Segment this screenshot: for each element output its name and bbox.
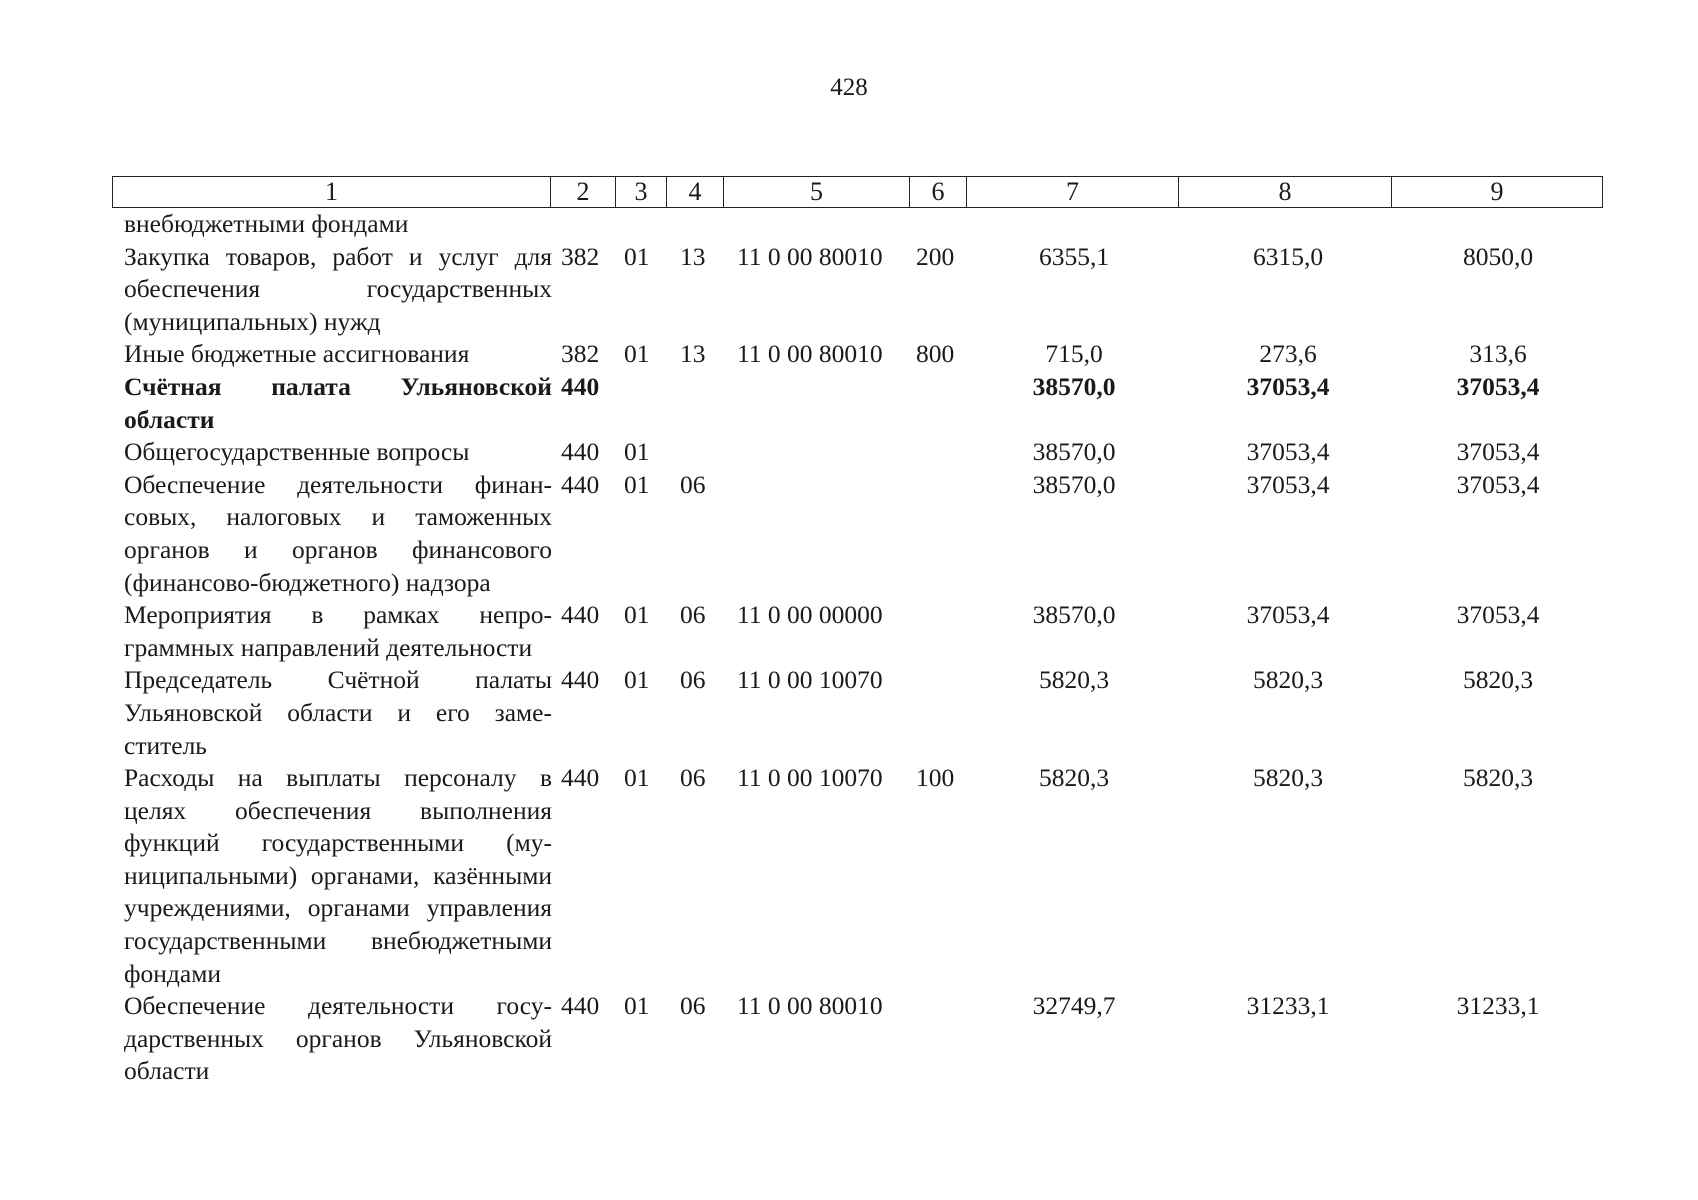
- table-row: [112, 436, 1602, 469]
- header-col-7: 7: [967, 177, 1179, 208]
- row-code-4: 06: [680, 991, 706, 1021]
- row-code-2: 440: [561, 469, 600, 499]
- row-name: Иные бюджетные ассигнования: [124, 339, 470, 369]
- table-row: [112, 599, 1602, 664]
- row-code-2: 382: [561, 241, 600, 271]
- row-code-6: 200: [916, 241, 955, 271]
- header-col-2: 2: [551, 177, 616, 208]
- table-row: [112, 664, 1602, 762]
- row-code-3: 01: [624, 339, 650, 369]
- header-col-6: 6: [910, 177, 967, 208]
- row-value-7: 5820,3: [1038, 665, 1110, 695]
- row-value-8: 37053,4: [1246, 437, 1330, 467]
- row-code-2: 440: [561, 437, 600, 467]
- row-value-9: 37053,4: [1456, 469, 1540, 499]
- row-code-4: 06: [680, 763, 706, 793]
- header-col-3: 3: [616, 177, 667, 208]
- row-name: Председатель Счётной палаты Ульяновской области и его заместитель: [124, 665, 552, 760]
- row-value-8: 273,6: [1259, 339, 1317, 369]
- row-name: Счётная палата Ульяновской области: [124, 371, 552, 434]
- row-value-7: 5820,3: [1038, 763, 1110, 793]
- row-value-8: 5820,3: [1252, 665, 1324, 695]
- row-code-5: 11 0 00 80010: [737, 241, 883, 271]
- row-code-4: 13: [680, 241, 706, 271]
- page-number: 428: [830, 74, 868, 101]
- row-code-4: 06: [680, 469, 706, 499]
- row-code-5: 11 0 00 80010: [737, 339, 883, 369]
- table-row: [112, 371, 1602, 436]
- row-value-9: 5820,3: [1462, 763, 1534, 793]
- row-value-8: 6315,0: [1252, 241, 1324, 271]
- table-row: [112, 990, 1602, 1088]
- header-col-1: 1: [113, 177, 551, 208]
- row-code-5: 11 0 00 10070: [737, 763, 883, 793]
- row-value-8: 5820,3: [1252, 763, 1324, 793]
- row-value-8: 37053,4: [1246, 371, 1330, 401]
- row-value-9: 37053,4: [1456, 371, 1540, 401]
- row-code-5: 11 0 00 80010: [737, 991, 883, 1021]
- row-value-8: 31233,1: [1246, 991, 1330, 1021]
- row-value-7: 38570,0: [1032, 437, 1116, 467]
- table-row: [112, 241, 1602, 339]
- row-code-5: 11 0 00 00000: [737, 600, 883, 630]
- row-code-2: 440: [561, 665, 600, 695]
- row-name: Расходы на выплаты персоналу в целях обеспечения выполнения функций государственными (муниципальными) органами, казёнными учреждениями, органами управления государственными внебюджетными фондами: [124, 763, 552, 988]
- row-value-9: 313,6: [1469, 339, 1527, 369]
- row-name: Мероприятия в рамках непрограммных направлений деятельности: [124, 600, 552, 662]
- row-code-5: 11 0 00 10070: [737, 665, 883, 695]
- row-code-2: 440: [561, 371, 600, 401]
- row-code-3: 01: [624, 469, 650, 499]
- header-col-8: 8: [1179, 177, 1392, 208]
- header-col-9: 9: [1392, 177, 1603, 208]
- row-code-2: 440: [561, 991, 600, 1021]
- row-code-3: 01: [624, 437, 650, 467]
- header-col-5: 5: [724, 177, 910, 208]
- row-value-7: 38570,0: [1032, 600, 1116, 630]
- row-value-9: 37053,4: [1456, 600, 1540, 630]
- row-value-9: 37053,4: [1456, 437, 1540, 467]
- row-value-9: 31233,1: [1456, 991, 1540, 1021]
- row-code-4: 06: [680, 665, 706, 695]
- row-name: Обеспечение деятельности финансовых, налоговых и таможенных органов и органов финансового (финансово-бюджетного) надзора: [124, 469, 552, 597]
- row-code-2: 440: [561, 763, 600, 793]
- row-value-8: 37053,4: [1246, 600, 1330, 630]
- table-row: [112, 762, 1602, 990]
- row-value-7: 38570,0: [1032, 469, 1116, 499]
- row-code-4: 06: [680, 600, 706, 630]
- row-code-3: 01: [624, 665, 650, 695]
- row-code-3: 01: [624, 763, 650, 793]
- table-row: [112, 208, 1602, 241]
- row-code-6: 100: [916, 763, 955, 793]
- row-value-9: 5820,3: [1462, 665, 1534, 695]
- table-body: [112, 208, 1602, 1088]
- table-header: [112, 176, 1603, 208]
- row-code-3: 01: [624, 600, 650, 630]
- row-code-2: 382: [561, 339, 600, 369]
- row-value-7: 715,0: [1045, 339, 1103, 369]
- row-code-2: 440: [561, 600, 600, 630]
- row-name: Закупка товаров, работ и услуг для обеспечения государственных (муниципальных) нужд: [124, 241, 552, 336]
- row-name: внебюджетными фондами: [124, 209, 409, 238]
- row-name: Обеспечение деятельности государственных органов Ульяновской области: [124, 991, 552, 1086]
- row-value-7: 32749,7: [1032, 991, 1116, 1021]
- table-row: [112, 469, 1602, 599]
- header-col-4: 4: [667, 177, 724, 208]
- row-value-8: 37053,4: [1246, 469, 1330, 499]
- row-value-7: 38570,0: [1032, 371, 1116, 401]
- row-code-6: 800: [916, 339, 955, 369]
- table-row: [112, 338, 1602, 371]
- row-name: Общегосударственные вопросы: [124, 437, 470, 467]
- row-value-9: 8050,0: [1462, 241, 1534, 271]
- row-code-4: 13: [680, 339, 706, 369]
- row-code-3: 01: [624, 241, 650, 271]
- row-value-7: 6355,1: [1038, 241, 1110, 271]
- row-code-3: 01: [624, 991, 650, 1021]
